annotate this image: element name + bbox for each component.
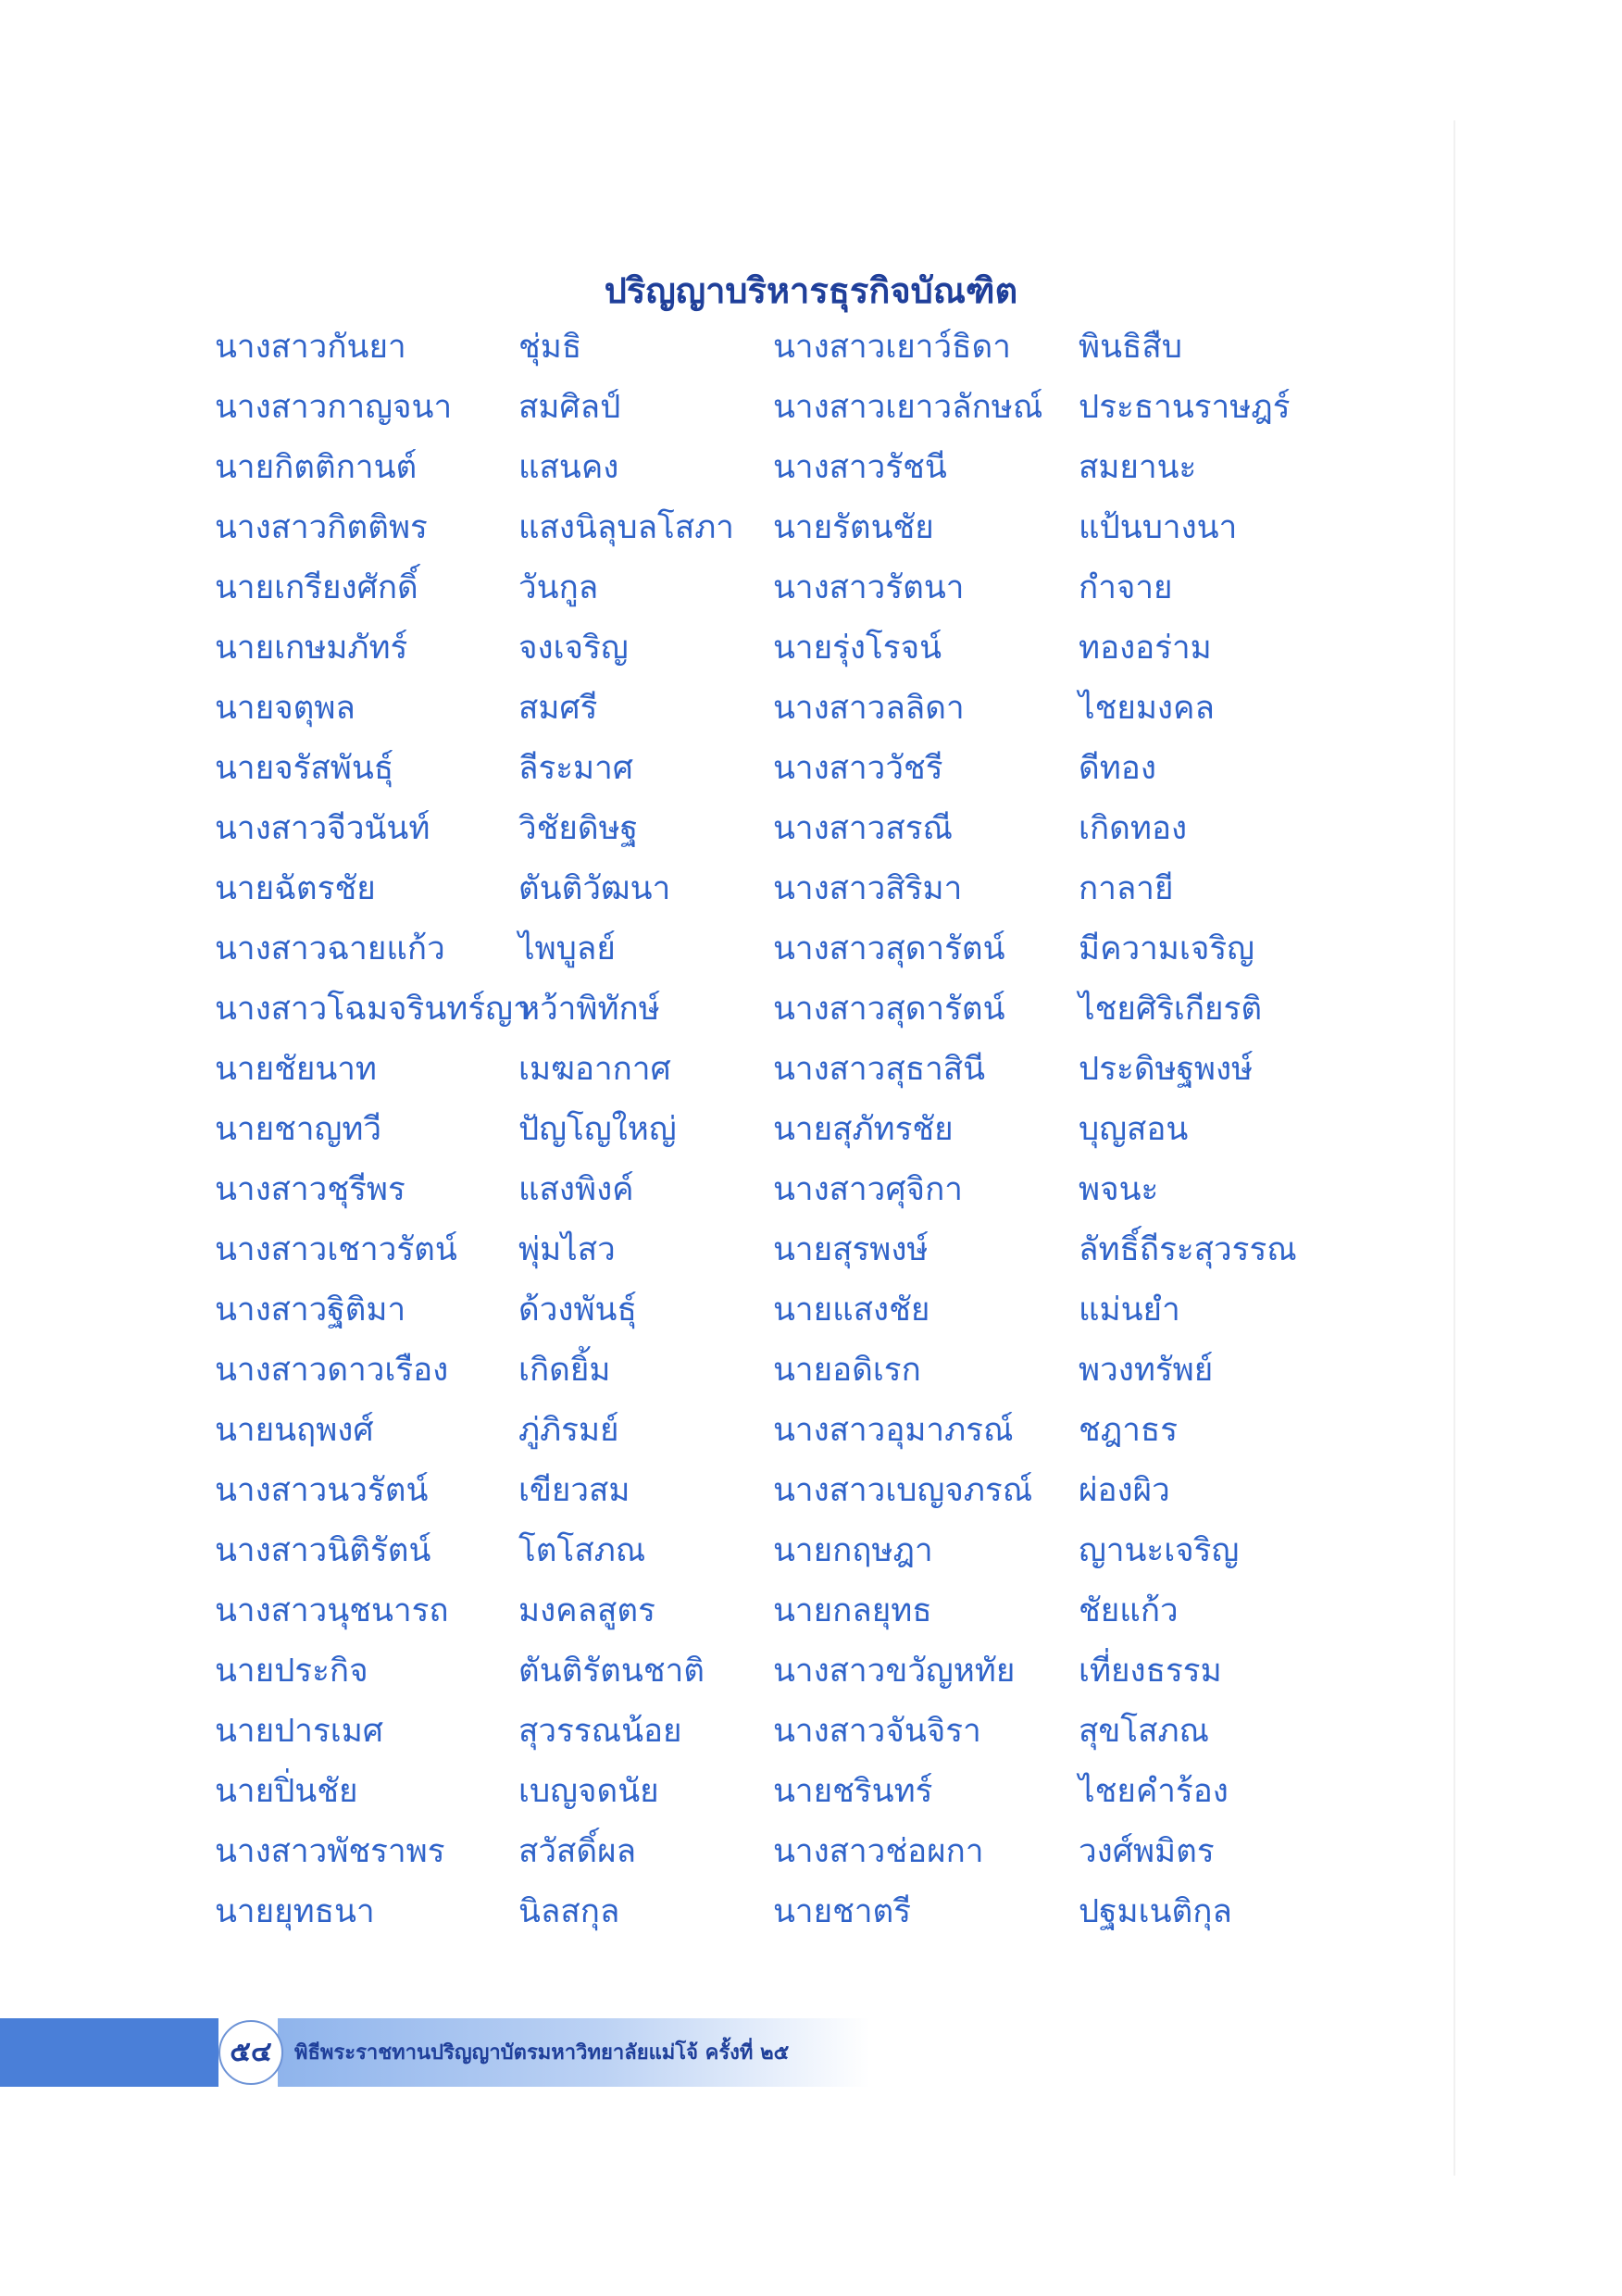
- last-name-right: กำจาย: [1079, 569, 1173, 606]
- first-name-left: นางสาวพัชราพร: [215, 1833, 445, 1870]
- first-name-right: นายชรินทร์: [773, 1773, 933, 1810]
- name-row: [215, 1588, 1326, 1648]
- first-name-right: นางสาวลลิดา: [773, 690, 965, 727]
- name-row: [215, 1407, 1326, 1467]
- first-name-right: นางสาวรัชนี: [773, 449, 947, 486]
- last-name-right: แป้นบางนา: [1079, 509, 1238, 546]
- last-name-left: นิลสกุล: [518, 1893, 620, 1930]
- name-row: [215, 1167, 1326, 1227]
- name-row: [215, 1106, 1326, 1167]
- name-row: [215, 1046, 1326, 1106]
- name-row: [215, 1708, 1326, 1768]
- last-name-right: ไชยศิริเกียรติ: [1079, 991, 1263, 1028]
- last-name-left: หว้าพิทักษ์: [518, 991, 660, 1028]
- name-row: [215, 926, 1326, 986]
- first-name-right: นายสุรพงษ์: [773, 1231, 929, 1268]
- first-name-right: นายกลยุทธ: [773, 1592, 932, 1629]
- name-row: [215, 1889, 1326, 1949]
- first-name-left: นายชาญทวี: [215, 1111, 382, 1148]
- first-name-left: นางสาวกันยา: [215, 329, 406, 366]
- name-row: [215, 505, 1326, 565]
- first-name-right: นางสาวจันจิรา: [773, 1713, 981, 1750]
- first-name-left: นางสาวนวรัตน์: [215, 1472, 429, 1509]
- first-name-left: นายจตุพล: [215, 690, 356, 727]
- page-number: ๕๔: [230, 2036, 272, 2068]
- last-name-right: สมยานะ: [1079, 449, 1197, 486]
- last-name-left: สวัสดิ์ผล: [518, 1833, 637, 1870]
- first-name-right: นางสาวสรณี: [773, 810, 953, 847]
- first-name-left: นางสาวนิติรัตน์: [215, 1532, 431, 1569]
- last-name-left: เบญจดนัย: [518, 1773, 659, 1810]
- first-name-right: นายรุ่งโรจน์: [773, 630, 942, 667]
- last-name-left: ไพบูลย์: [518, 930, 616, 967]
- first-name-right: นางสาวเยาว์ธิดา: [773, 329, 1011, 366]
- university-seal-badge: [218, 2020, 283, 2085]
- name-row: [215, 1287, 1326, 1347]
- first-name-left: นายนฤพงศ์: [215, 1412, 374, 1449]
- last-name-left: พุ่มไสว: [518, 1231, 616, 1268]
- name-row: [215, 866, 1326, 926]
- last-name-right: แม่นยำ: [1079, 1292, 1180, 1329]
- last-name-left: ปัญโญใหญ่: [518, 1111, 677, 1148]
- last-name-right: บุญสอน: [1079, 1111, 1189, 1148]
- last-name-right: ปฐมเนติกุล: [1079, 1893, 1232, 1930]
- last-name-left: โตโสภณ: [518, 1532, 646, 1569]
- last-name-left: เขียวสม: [518, 1472, 630, 1509]
- footer-caption: พิธีพระราชทานปริญญาบัตรมหาวิทยาลัยแม่โจ้ ครั้งที่ ๒๕: [294, 2040, 790, 2065]
- last-name-left: ชุ่มธิ: [518, 329, 582, 366]
- last-name-left: ภู่ภิรมย์: [518, 1412, 619, 1449]
- first-name-right: นางสาววัชรี: [773, 750, 943, 787]
- name-row: [215, 1347, 1326, 1407]
- name-row: [215, 1768, 1326, 1828]
- first-name-left: นางสาวฉายแก้ว: [215, 930, 445, 967]
- last-name-right: มีความเจริญ: [1079, 930, 1254, 967]
- last-name-left: วันกูล: [518, 569, 599, 606]
- first-name-right: นางสาวสุธาสินี: [773, 1051, 986, 1088]
- name-row: [215, 444, 1326, 505]
- first-name-left: นางสาวกิตติพร: [215, 509, 428, 546]
- first-name-left: นายกิตติกานต์: [215, 449, 418, 486]
- last-name-right: เที่ยงธรรม: [1079, 1653, 1222, 1690]
- last-name-right: พวงทรัพย์: [1079, 1352, 1214, 1389]
- first-name-right: นายสุภัทรชัย: [773, 1111, 954, 1148]
- first-name-right: นายแสงชัย: [773, 1292, 930, 1329]
- first-name-left: นายชัยนาท: [215, 1051, 377, 1088]
- footer-band-left: [0, 2018, 218, 2087]
- first-name-left: นางสาวจีวนันท์: [215, 810, 430, 847]
- last-name-right: ทองอร่าม: [1079, 630, 1212, 667]
- first-name-left: นายยุทธนา: [215, 1893, 375, 1930]
- first-name-right: นางสาวสุดารัตน์: [773, 991, 1005, 1028]
- name-row: [215, 986, 1326, 1046]
- page-title: ปริญญาบริหารธุรกิจบัณฑิต: [604, 269, 1018, 312]
- last-name-right: ผ่องผิว: [1079, 1472, 1170, 1509]
- last-name-left: สมศรี: [518, 690, 598, 727]
- name-row: [215, 1467, 1326, 1528]
- first-name-left: นายจรัสพันธุ์: [215, 750, 394, 787]
- first-name-left: นางสาวชุรีพร: [215, 1171, 406, 1208]
- name-row: [215, 1648, 1326, 1708]
- name-row: [215, 384, 1326, 444]
- name-row: [215, 745, 1326, 805]
- last-name-left: ด้วงพันธุ์: [518, 1292, 637, 1329]
- name-row: [215, 1227, 1326, 1287]
- first-name-left: นายเกรียงศักดิ์: [215, 569, 418, 606]
- first-name-right: นางสาวช่อผกา: [773, 1833, 984, 1870]
- last-name-right: ดีทอง: [1079, 750, 1156, 787]
- name-row: [215, 685, 1326, 745]
- name-row: [215, 625, 1326, 685]
- last-name-left: มงคลสูตร: [518, 1592, 655, 1629]
- last-name-left: จงเจริญ: [518, 630, 629, 667]
- last-name-right: กาลายี: [1079, 870, 1174, 907]
- last-name-right: เกิดทอง: [1079, 810, 1188, 847]
- first-name-left: นางสาวกาญจนา: [215, 389, 453, 426]
- first-name-left: นางสาวโฉมจรินทร์ญา: [215, 991, 531, 1028]
- graduate-name-list: [215, 324, 1326, 1949]
- last-name-right: ญานะเจริญ: [1079, 1532, 1240, 1569]
- last-name-right: ประธานราษฎร์: [1079, 389, 1291, 426]
- last-name-left: แสงพิงค์: [518, 1171, 634, 1208]
- name-row: [215, 565, 1326, 625]
- first-name-left: นางสาวฐิติมา: [215, 1292, 406, 1329]
- name-row: [215, 324, 1326, 384]
- last-name-left: วิชัยดิษฐ: [518, 810, 639, 847]
- name-row: [215, 1828, 1326, 1889]
- first-name-left: นายเกษมภัทร์: [215, 630, 408, 667]
- first-name-left: นายปารเมศ: [215, 1713, 384, 1750]
- first-name-right: นางสาวสิริมา: [773, 870, 963, 907]
- last-name-right: สุขโสภณ: [1079, 1713, 1209, 1750]
- first-name-right: นางสาวเยาวลักษณ์: [773, 389, 1043, 426]
- last-name-right: ชัยแก้ว: [1079, 1592, 1179, 1629]
- first-name-right: นางสาวเบญจภรณ์: [773, 1472, 1033, 1509]
- last-name-left: ตันติรัตนชาติ: [518, 1653, 705, 1690]
- first-name-right: นายชาตรี: [773, 1893, 912, 1930]
- footer-band: [0, 2018, 1622, 2087]
- first-name-left: นางสาวเชาวรัตน์: [215, 1231, 457, 1268]
- first-name-right: นางสาวอุมาภรณ์: [773, 1412, 1014, 1449]
- last-name-right: พินธิสืบ: [1079, 329, 1182, 366]
- first-name-left: นายปิ่นชัย: [215, 1773, 358, 1810]
- page-edge-line: [1454, 120, 1455, 2176]
- last-name-right: ไชยมงคล: [1079, 690, 1215, 727]
- first-name-right: นายอดิเรก: [773, 1352, 921, 1389]
- name-row: [215, 1528, 1326, 1588]
- first-name-left: นางสาวดาวเรือง: [215, 1352, 449, 1389]
- first-name-right: นางสาวรัตนา: [773, 569, 965, 606]
- first-name-left: นางสาวนุชนารถ: [215, 1592, 449, 1629]
- last-name-left: แสงนิลุบลโสภา: [518, 509, 734, 546]
- last-name-right: ไชยคำร้อง: [1079, 1773, 1229, 1810]
- first-name-right: นายกฤษฎา: [773, 1532, 933, 1569]
- first-name-left: นายฉัตรชัย: [215, 870, 376, 907]
- last-name-left: สุวรรณน้อย: [518, 1713, 682, 1750]
- first-name-right: นางสาวศุจิกา: [773, 1171, 963, 1208]
- last-name-left: ตันติวัฒนา: [518, 870, 671, 907]
- last-name-right: ลัทธิ์ถีระสุวรรณ: [1079, 1231, 1297, 1268]
- last-name-left: เมฆอากาศ: [518, 1051, 671, 1088]
- last-name-left: เกิดยิ้ม: [518, 1352, 611, 1389]
- last-name-right: ชฎาธร: [1079, 1412, 1179, 1449]
- name-row: [215, 805, 1326, 866]
- last-name-left: ลีระมาศ: [518, 750, 633, 787]
- last-name-right: ประดิษฐพงษ์: [1079, 1051, 1254, 1088]
- first-name-right: นางสาวขวัญหทัย: [773, 1653, 1016, 1690]
- last-name-right: พจนะ: [1079, 1171, 1159, 1208]
- first-name-left: นายประกิจ: [215, 1653, 368, 1690]
- last-name-right: วงศ์พมิตร: [1079, 1833, 1215, 1870]
- last-name-left: สมศิลป์: [518, 389, 621, 426]
- last-name-left: แสนคง: [518, 449, 619, 486]
- first-name-right: นางสาวสุดารัตน์: [773, 930, 1005, 967]
- first-name-right: นายรัตนชัย: [773, 509, 934, 546]
